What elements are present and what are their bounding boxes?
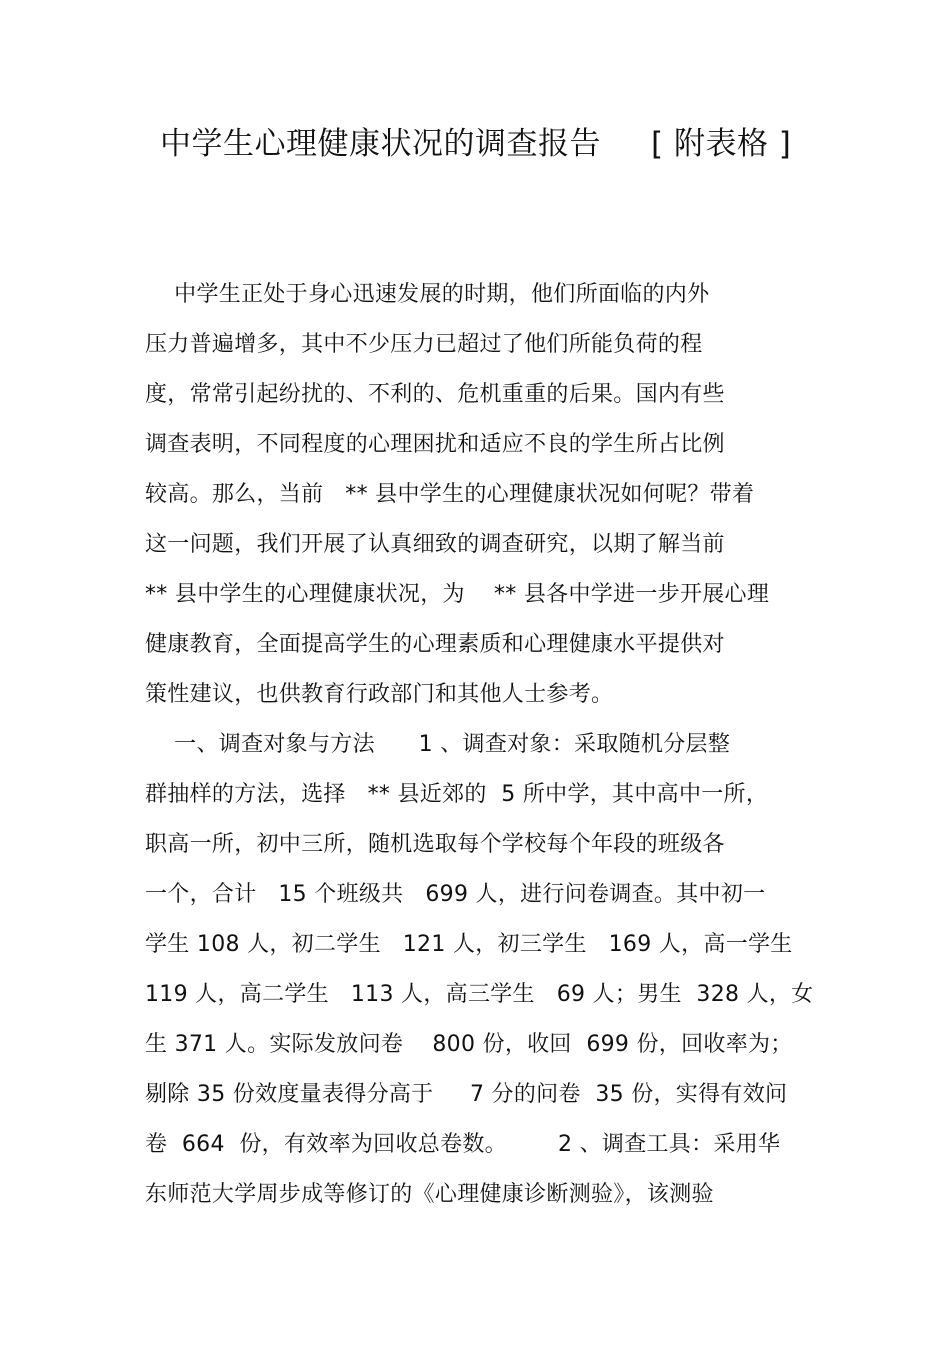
document-body [145,270,825,1220]
body-line: 卷 664 份，有效率为回收总卷数。 2 、调查工具：采用华 [145,1132,781,1157]
body-line: 东师范大学周步成等修订的《心理健康诊断测验》，该测验 [145,1182,714,1207]
body-line: 群抽样的方法，选择 ** 县近郊的 5 所中学，其中高中一所， [145,782,769,807]
body-line: 策性建议，也供教育行政部门和其他人士参考。 [145,682,614,707]
body-line: ** 县中学生的心理健康状况，为 ** 县各中学进一步开展心理 [145,582,770,607]
body-line: 调查表明，不同程度的心理困扰和适应不良的学生所占比例 [145,432,725,457]
body-line: 压力普遍增多，其中不少压力已超过了他们所能负荷的程 [145,332,703,357]
body-line: 健康教育，全面提高学生的心理素质和心理健康水平提供对 [145,632,725,657]
body-line: 中学生正处于身心迅速发展的时期，他们所面临的内外 [145,282,710,307]
document-title [160,122,791,166]
title-main: 中学生心理健康状况的调查报告 [160,126,601,162]
body-line: 一、调查对象与方法 1 、调查对象：采取随机分层整 [145,732,731,757]
body-line: 剔除 35 份效度量表得分高于 7 分的问卷 35 份，实得有效问 [145,1082,788,1107]
body-line: 职高一所，初中三所，随机选取每个学校每个年段的班级各 [145,832,725,857]
body-line: 一个，合计 15 个班级共 699 人，进行问卷调查。其中初一 [145,882,766,907]
body-line: 度，常常引起纷扰的、不利的、危机重重的后果。国内有些 [145,382,725,407]
body-line: 119 人，高二学生 113 人，高三学生 69 人；男生 328 人，女 [145,982,814,1007]
body-line: 学生 108 人，初二学生 121 人，初三学生 169 人，高一学生 [145,932,793,957]
body-line: 较高。那么，当前 ** 县中学生的心理健康状况如何呢？带着 [145,482,755,507]
body-line: 生 371 人。实际发放问卷 800 份，收回 699 份，回收率为； [145,1032,793,1057]
title-suffix: [ 附表格 ] [651,126,792,162]
body-line: 这一问题，我们开展了认真细致的调查研究，以期了解当前 [145,532,725,557]
